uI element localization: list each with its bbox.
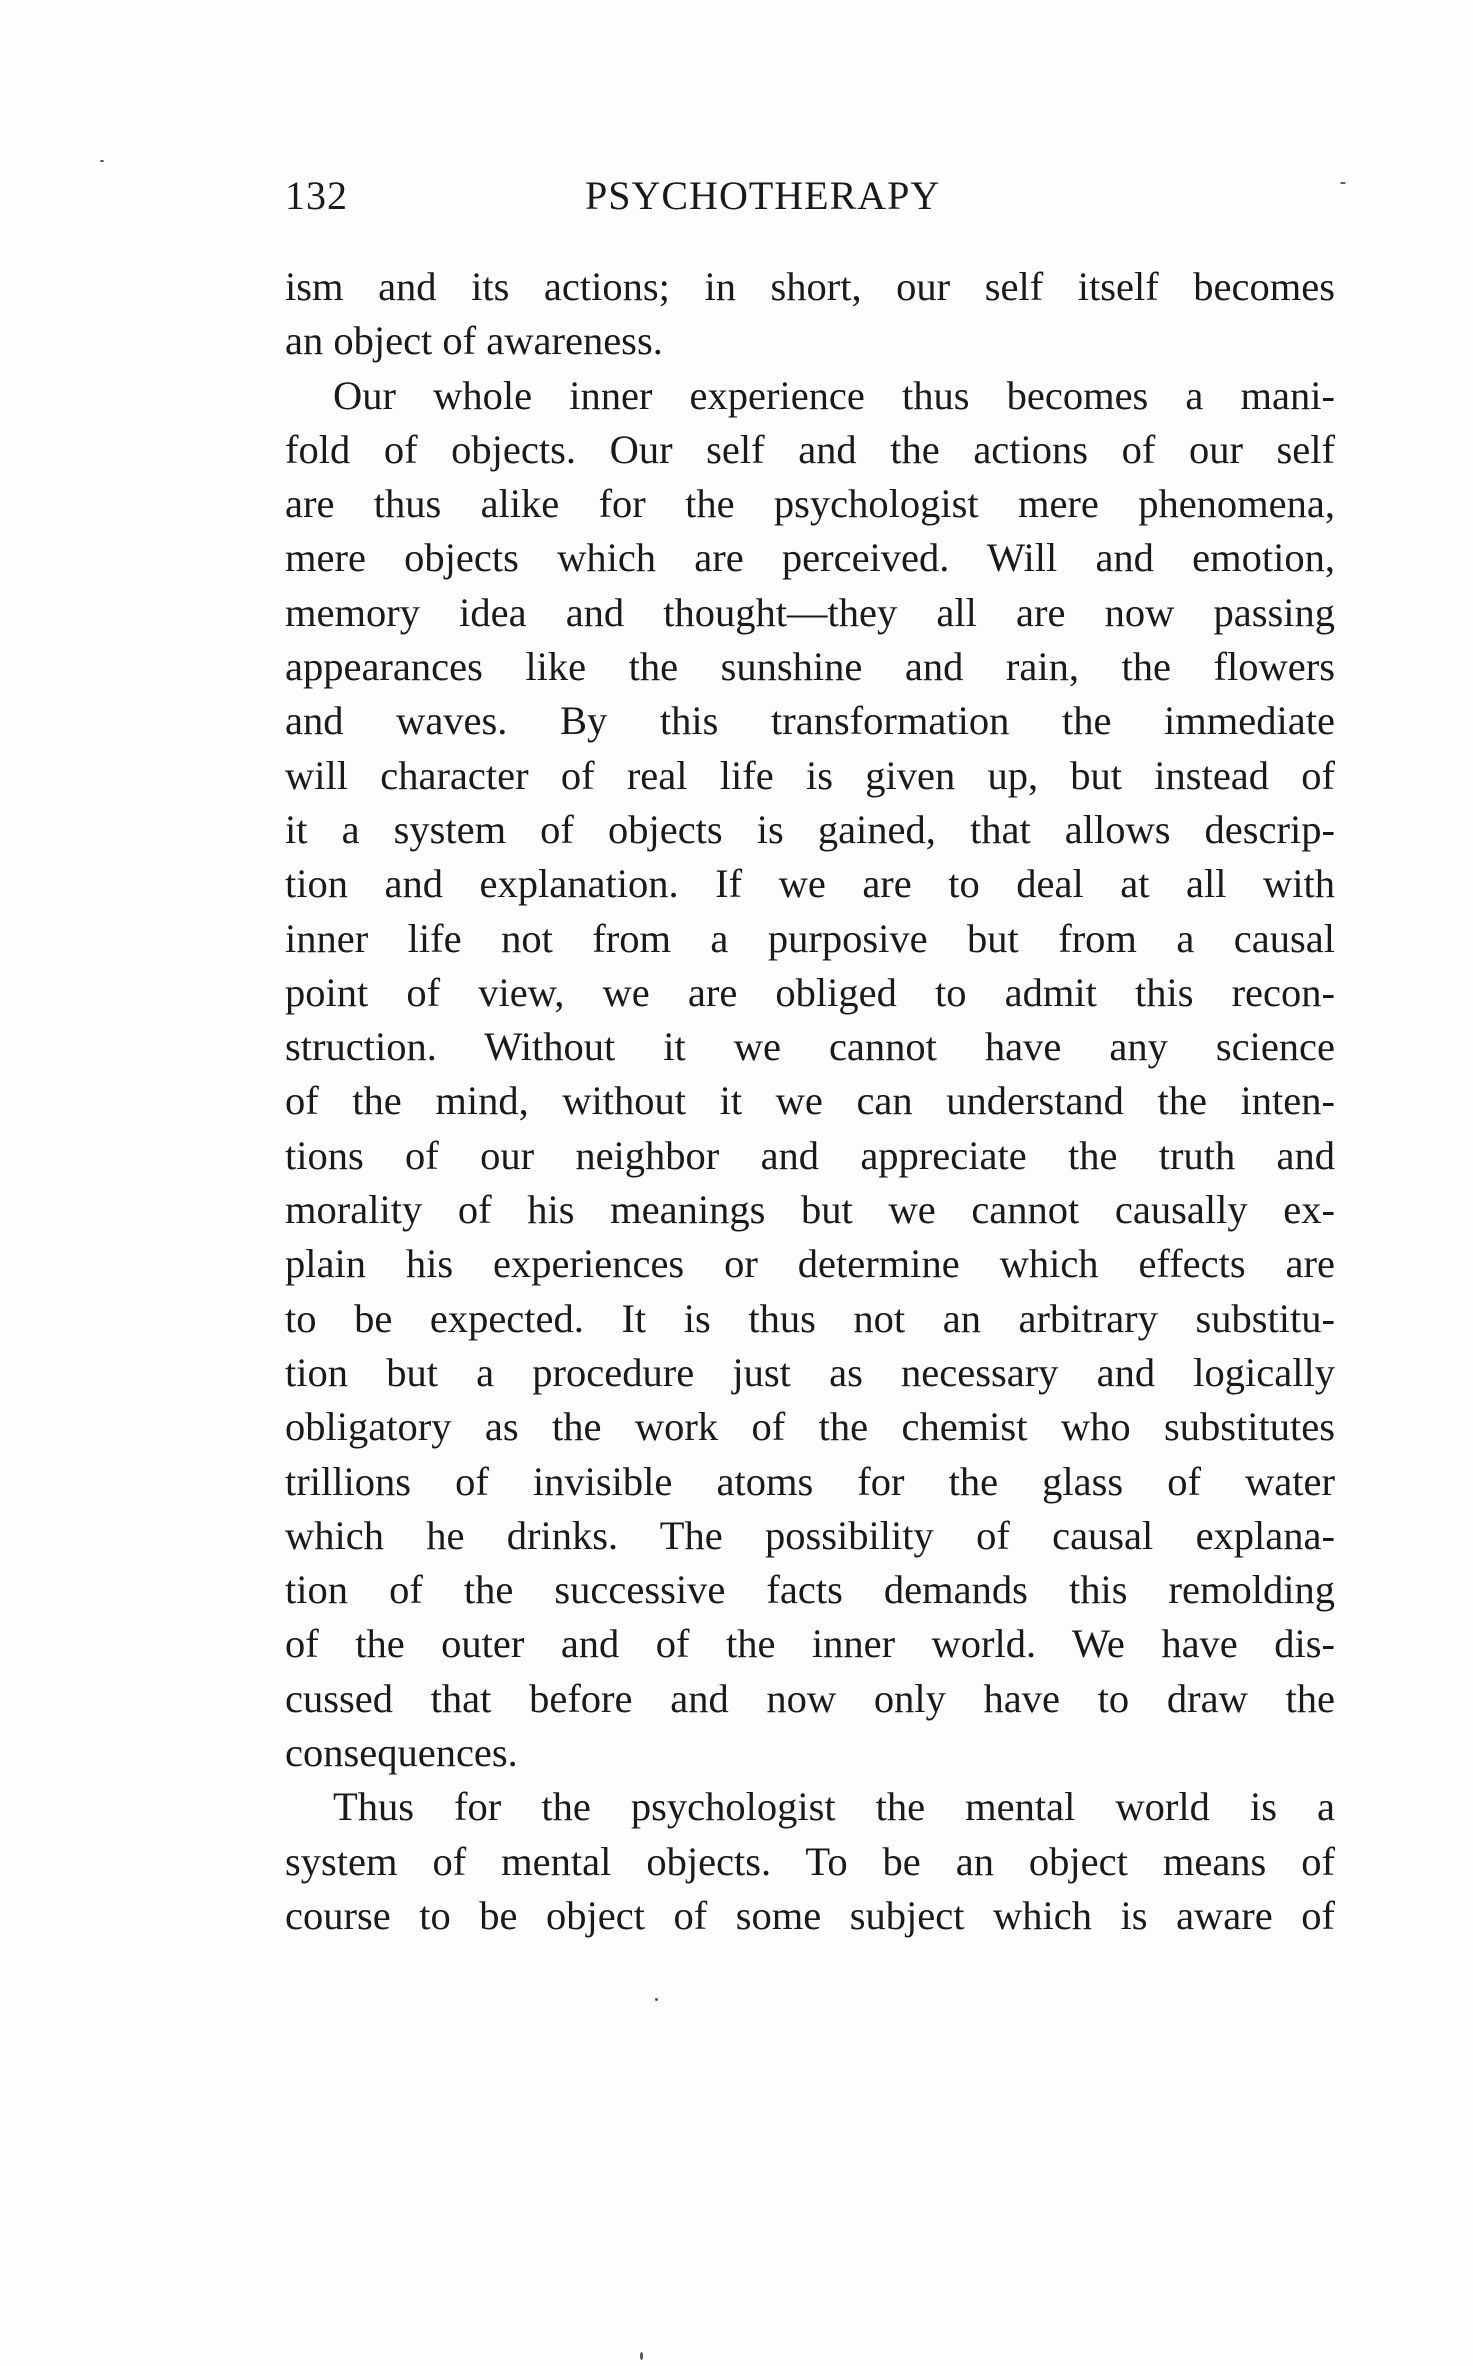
text-line: fold of objects. Our self and the actions of our self	[285, 426, 1335, 472]
paper-speck	[100, 160, 104, 162]
text-line: will character of real life is given up, but instead of	[285, 752, 1335, 798]
text-line: of the outer and of the inner world. We have dis-	[285, 1621, 1335, 1667]
text-line: cussed that before and now only have to draw the	[285, 1675, 1335, 1721]
text-line: an object of awareness.	[285, 318, 663, 364]
page-number: 132	[285, 173, 348, 218]
text-line: tion and explanation. If we are to deal at all with	[285, 861, 1335, 907]
text-line: consequences.	[285, 1730, 518, 1776]
text-line: tion of the successive facts demands this remolding	[285, 1567, 1335, 1613]
paragraph-1	[285, 260, 1335, 369]
text-line: it a system of objects is gained, that allows descrip-	[285, 806, 1335, 852]
paper-speck	[1340, 182, 1346, 184]
text-line: are thus alike for the psychologist mere phenomena,	[285, 481, 1335, 527]
paper-speck	[655, 1998, 658, 2001]
paragraph-3	[285, 1780, 1335, 1943]
text-line: tions of our neighbor and appreciate the truth and	[285, 1132, 1335, 1178]
paper-speck	[640, 2352, 643, 2360]
text-line: point of view, we are obliged to admit this recon-	[285, 969, 1335, 1015]
text-line: Our whole inner experience thus becomes a mani-	[333, 372, 1335, 418]
text-line: which he drinks. The possibility of causal explana-	[285, 1512, 1335, 1558]
text-line: system of mental objects. To be an object means of	[285, 1838, 1335, 1884]
text-line: obligatory as the work of the chemist who substitutes	[285, 1404, 1335, 1450]
text-line: trillions of invisible atoms for the glass of water	[285, 1458, 1335, 1504]
text-line: plain his experiences or determine which effects are	[285, 1241, 1335, 1287]
text-line: mere objects which are perceived. Will and emotion,	[285, 535, 1335, 581]
running-head	[285, 172, 1335, 232]
text-line: to be expected. It is thus not an arbitrary substitu-	[285, 1295, 1335, 1341]
text-line: tion but a procedure just as necessary and logically	[285, 1349, 1335, 1395]
text-line: morality of his meanings but we cannot causally ex-	[285, 1187, 1335, 1233]
running-title: PSYCHOTHERAPY	[585, 173, 941, 218]
text-line: struction. Without it we cannot have any science	[285, 1024, 1335, 1070]
text-line: of the mind, without it we can understand the inten-	[285, 1078, 1335, 1124]
paragraph-2	[285, 369, 1335, 1781]
body-text	[285, 260, 1335, 1943]
text-line: ism and its actions; in short, our self itself becomes	[285, 264, 1335, 309]
text-line: appearances like the sunshine and rain, the flowers	[285, 644, 1335, 690]
text-line: Thus for the psychologist the mental world is a	[333, 1784, 1335, 1830]
text-line: course to be object of some subject which is aware of	[285, 1892, 1335, 1938]
text-line: and waves. By this transformation the immediate	[285, 698, 1335, 744]
text-line: inner life not from a purposive but from a causal	[285, 915, 1335, 961]
text-line: memory idea and thought—they all are now passing	[285, 589, 1335, 635]
